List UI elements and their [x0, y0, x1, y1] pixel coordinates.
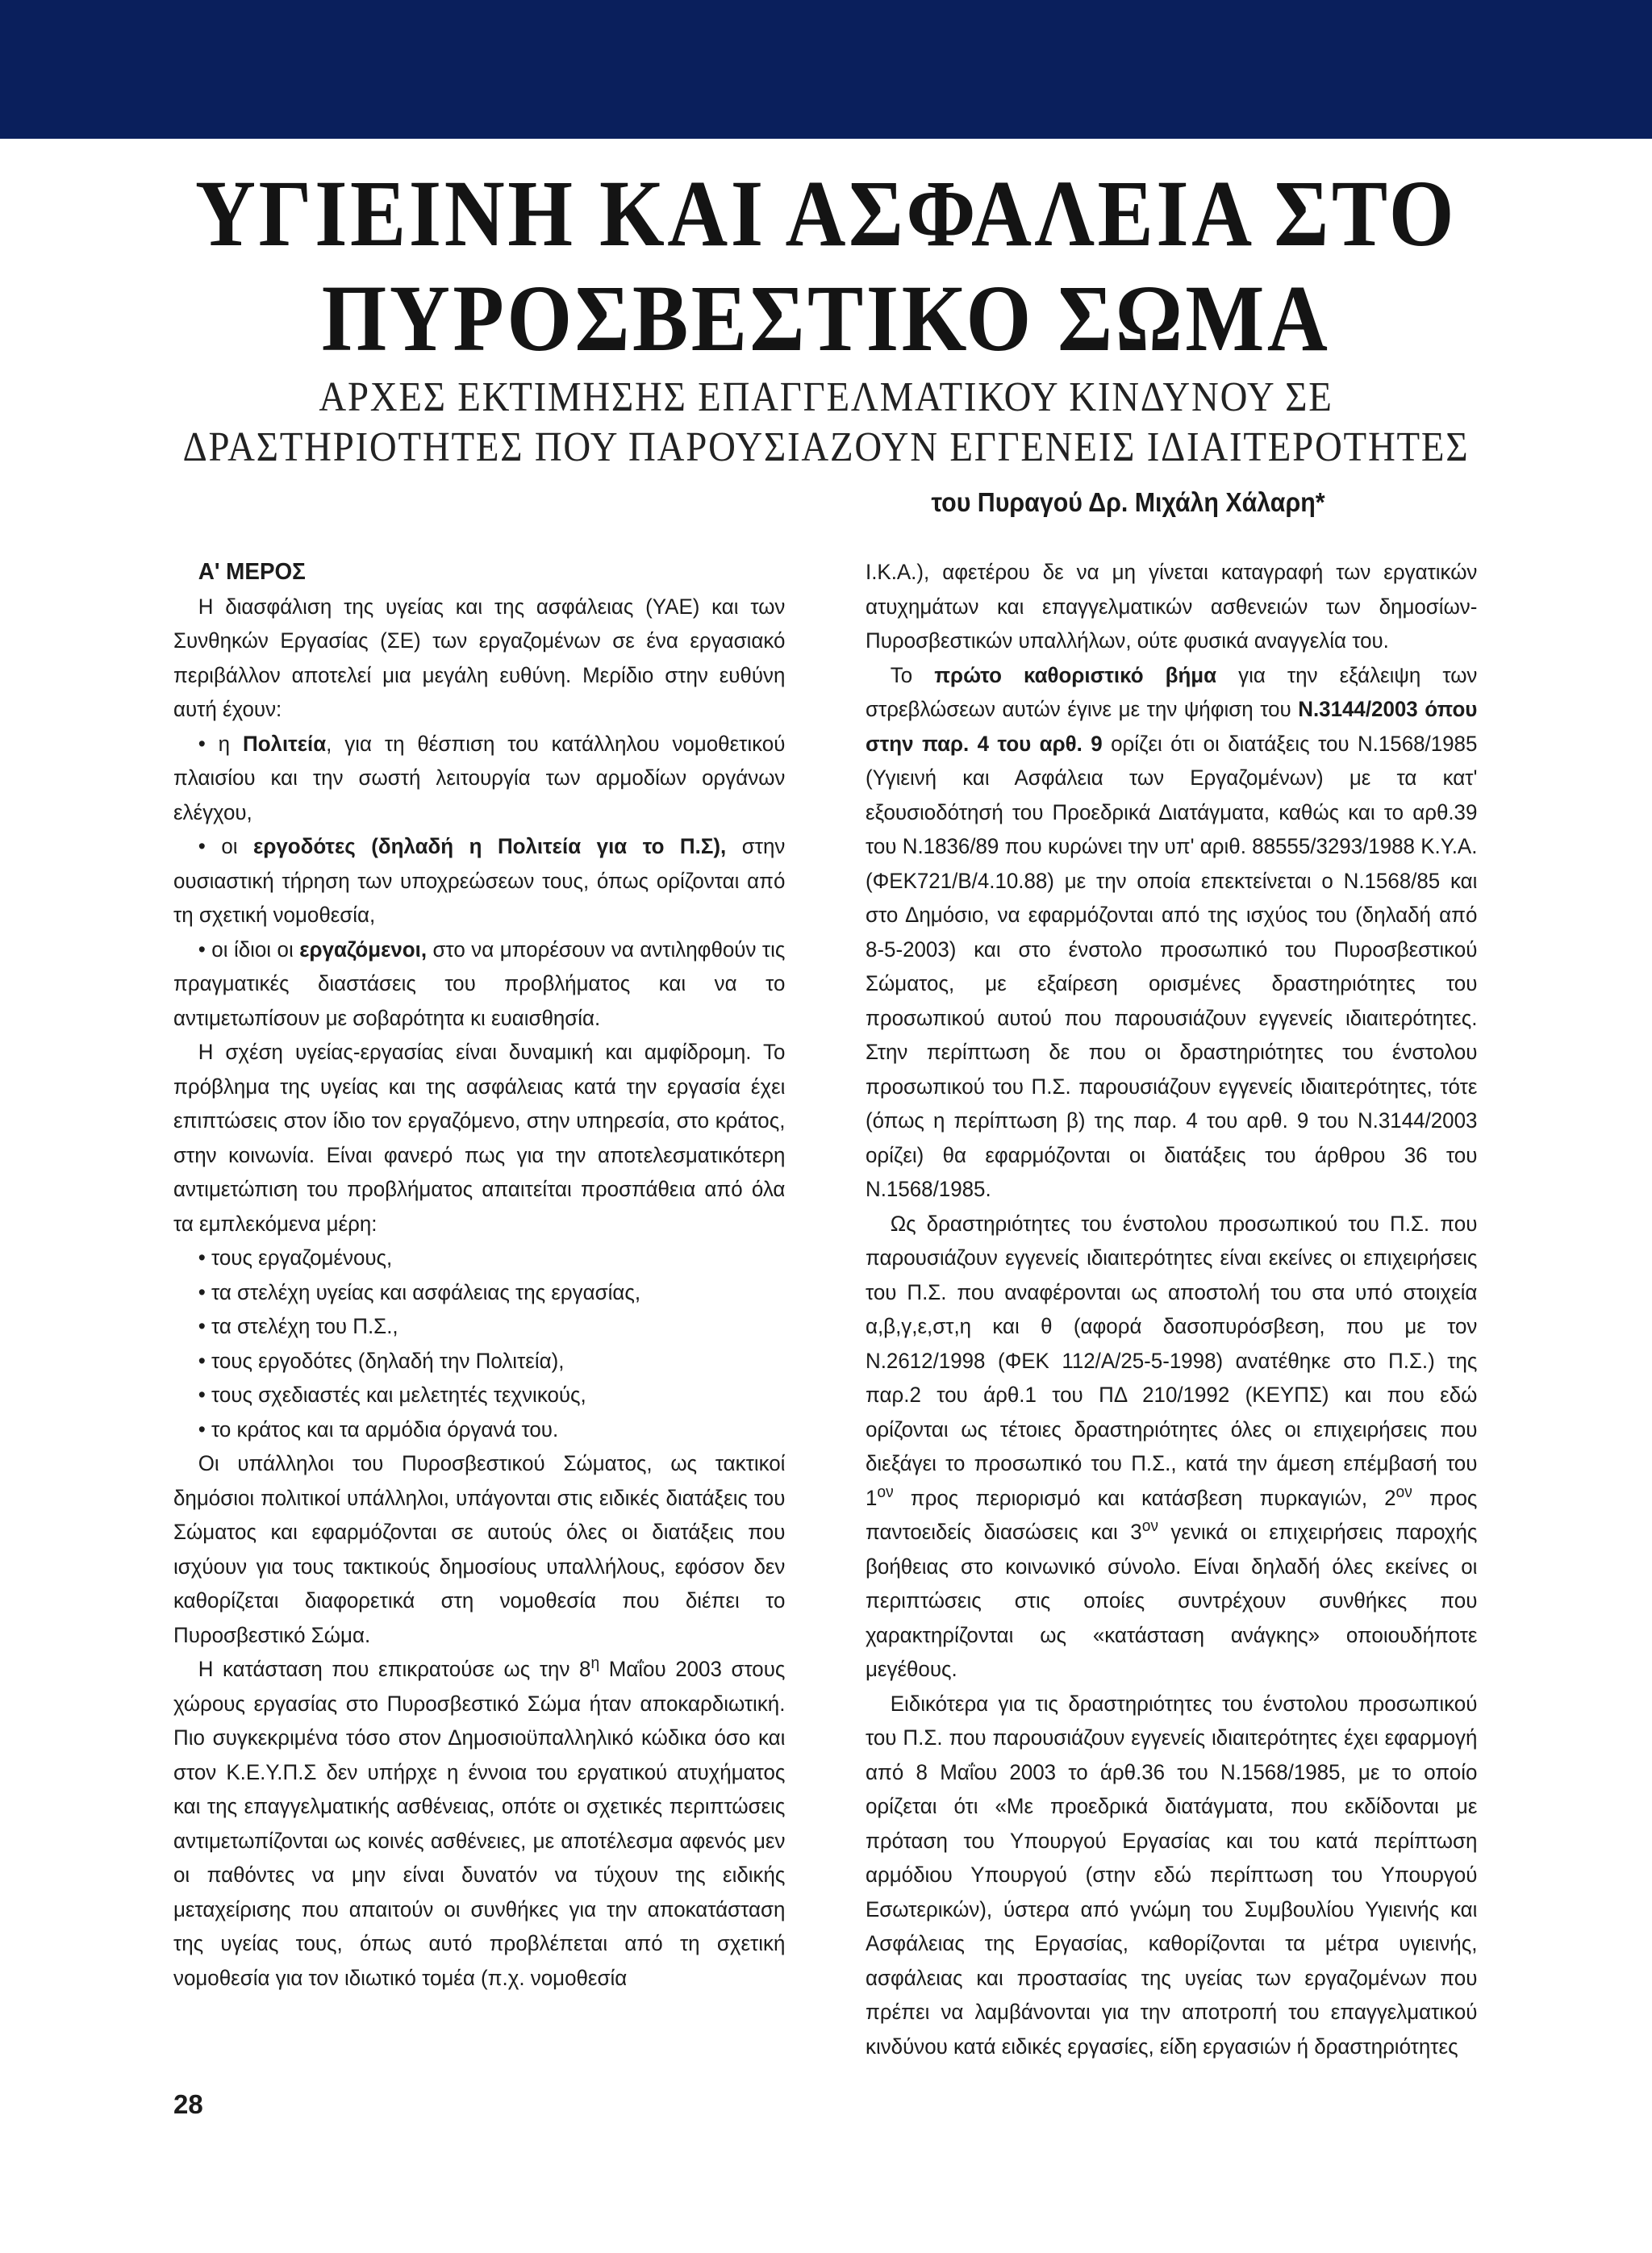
article-subtitle — [82, 373, 1569, 473]
bullet-item: • οι ίδιοι οι εργαζόμενοι, στο να μπορέσουν να αντιληφθούν τις πραγματικές διαστάσεις του προβλήματος και να το αντιμετωπίσουν με σοβαρότητα κι ευαισθησία. — [173, 937, 786, 1030]
header-band — [0, 0, 1652, 139]
paragraph: Ι.Κ.Α.), αφετέρου δε να μη γίνεται καταγραφή των εργατικών ατυχημάτων και επαγγελματικών ασθενειών των δημοσίων-Πυροσβεστικών υπαλλήλων, ούτε φυσικά αναγγελία του. — [866, 560, 1478, 653]
section-heading: Α' ΜΕΡΟΣ — [198, 559, 306, 585]
subtitle-line-2: ΔΡΑΣΤΗΡΙΟΤΗΤΕΣ ΠΟΥ ΠΑΡΟΥΣΙΑΖΟΥΝ ΕΓΓΕΝΕΙΣ ΙΔΙΑΙΤΕΡΟΤΗΤΕΣ — [182, 424, 1470, 470]
text-column-right — [866, 555, 1477, 2063]
paragraph: Ειδικότερα για τις δραστηριότητες του ένστολου προσωπικού του Π.Σ. που παρουσιάζουν εγγενείς ιδιαιτερότητες έχει εφαρμογή από 8 Μαΐου 2003 το άρθ.36 του Ν.1568/1985, με το οποίο ορίζεται ότι «Με προεδρικά διατάγματα, που εκδίδονται με πρόταση του Υπουργού Εργασίας και του κατά περίπτωση αρμόδιου Υπουργού (στην εδώ περίπτωση του Υπουργού Εσωτερικών), ύστερα από γνώμη του Συμβουλίου Υγιεινής και Ασφάλειας της Εργασίας, καθορίζονται τα μέτρα υγιεινής, ασφάλειας και προστασίας της υγείας των εργαζομένων που πρέπει να λαμβάνονται για την αποτροπή του επαγγελματικού κινδύνου κατά ειδικές εργασίες, είδη εργασιών ή δραστηριότητες — [866, 1691, 1478, 2059]
author-byline: του Πυραγού Δρ. Μιχάλη Χάλαρη* — [931, 487, 1325, 517]
article-title — [99, 161, 1553, 371]
bullet-item: • η Πολιτεία, για τη θέσπιση του κατάλληλου νομοθετικού πλαισίου και την σωστή λειτουργία των αρμοδίων οργάνων ελέγχου, — [173, 731, 786, 824]
list-item: • τα στελέχη του Π.Σ., — [198, 1314, 398, 1338]
list-item: • το κράτος και τα αρμόδια όργανά του. — [198, 1416, 559, 1442]
list-item: • τους σχεδιαστές και μελετητές τεχνικούς, — [198, 1383, 586, 1407]
title-line-1: ΥΓΙΕΙΝΗ ΚΑΙ ΑΣΦΑΛΕΙΑ ΣΤΟ — [194, 161, 1458, 266]
list-item: • τους εργοδότες (δηλαδή την Πολιτεία), — [198, 1348, 565, 1373]
paragraph: Ως δραστηριότητες του ένστολου προσωπικού του Π.Σ. που παρουσιάζουν εγγενείς ιδιαιτερότητες είναι εκείνες οι επιχειρήσεις του Π.Σ. που αναφέρονται ως αποστολή του στα υπό στοιχεία α,β,γ,ε,στ,η και θ (αφορά δασοπυρόσβεση, που με τον Ν.2612/1998 (ΦΕΚ 112/Α/25-5-1998) ανατέθηκε στο Π.Σ.) της παρ.2 του άρθ.1 του ΠΔ 210/1992 (ΚΕΥΠΣ) και που εδώ ορίζονται ως τέτοιες δραστηριότητες όλες οι επιχειρήσεις που διεξάγει το προσωπικό του Π.Σ., κατά την άμεση επέμβασή του $1^{o\nu}$ προς περιορισμό και κατάσβεση πυρκαγιών, $2^{o\nu}$ προς παντοειδείς διασώσεις και $3^{o\nu}$ γενικά οι επιχειρήσεις παροχής βοήθειας στο κοινωνικό σύνολο. Είναι δηλαδή όλες εκείνες οι περιπτώσεις στις οποίες συντρέχουν συνθήκες που χαρακτηρίζονται ως «κατάσταση ανάγκης» οποιουδήποτε μεγέθους. — [866, 1211, 1478, 1681]
subtitle-line-1: ΑΡΧΕΣ ΕΚΤΙΜΗΣΗΣ ΕΠΑΓΓΕΛΜΑΤΙΚΟΥ ΚΙΝΔΥΝΟΥ ΣΕ — [319, 374, 1333, 420]
paragraph: Οι υπάλληλοι του Πυροσβεστικού Σώματος, ως τακτικοί δημόσιοι πολιτικοί υπάλληλοι, υπάγονται στις ειδικές διατάξεις του Σώματος και εφαρμόζονται σε αυτούς όλες οι διατάξεις που ισχύουν για τους τακτικούς δημοσίους υπαλλήλους, εφόσον δεν καθορίζεται διαφορετικά στη νομοθεσία που διέπει το Πυροσβεστικό Σώμα. — [173, 1451, 786, 1647]
paragraph: Η κατάσταση που επικρατούσε ως την $8^\eta$ Μαΐου 2003 στους χώρους εργασίας στο Πυροσβεστικό Σώμα ήταν αποκαρδιωτική. Πιο συγκεκριμένα τόσο στον Δημοσιοϋπαλληλικό κώδικα όσο και στον Κ.Ε.Υ.Π.Σ δεν υπήρχε η έννοια του εργατικού ατυχήματος και της επαγγελματικής ασθένειας, οπότε οι σχετικές περιπτώσεις αντιμετωπίζονται ως κοινές ασθένειες, με αποτέλεσμα αφενός μεν οι παθόντες να μην είναι δυνατόν να τύχουν της ειδικής μεταχείρισης που απαιτούν οι συνθήκες για την αποκατάσταση της υγείας τους, όπως αυτό προβλέπεται από τη σχετική νομοθεσία για τον ιδιωτικό τομέα (π.χ. νομοθεσία — [173, 1654, 786, 1990]
title-line-2: ΠΥΡΟΣΒΕΣΤΙΚΟ ΣΩΜΑ — [321, 265, 1331, 371]
list-item: • τα στελέχη υγείας και ασφάλειας της εργασίας, — [198, 1279, 641, 1304]
paragraph: Η σχέση υγείας-εργασίας είναι δυναμική και αμφίδρομη. Το πρόβλημα της υγείας και της ασφάλειας κατά την εργασία έχει επιπτώσεις στον ίδιο τον εργαζόμενο, στην υπηρεσία, στο κράτος, στην κοινωνία. Είναι φανερό πως για την αποτελεσματικότερη αντιμετώπιση του προβλήματος απαιτείται προσπάθεια από όλα τα εμπλεκόμενα μέρη: — [173, 1040, 786, 1236]
page-number: 28 — [173, 2089, 203, 2119]
bullet-item: • οι εργοδότες (δηλαδή η Πολιτεία για το Π.Σ), στην ουσιαστική τήρηση των υποχρεώσεων τους, όπως ορίζονται από τη σχετική νομοθεσία, — [173, 834, 786, 927]
paragraph: Το πρώτο καθοριστικό βήμα για την εξάλειψη των στρεβλώσεων αυτών έγινε με την ψήφιση του Ν.3144/2003 όπου στην παρ. 4 του αρθ. 9 ορίζει ότι οι διατάξεις του Ν.1568/1985 (Υγιεινή και Ασφάλεια των Εργαζομένων) με τα κατ' εξουσιοδότησή του Προεδρικά Διατάγματα, καθώς και το αρθ.39 του Ν.1836/89 που κυρώνει την υπ' αριθ. 88555/3293/1988 Κ.Υ.Α. (ΦΕΚ721/Β/4.10.88) με την οποία επεκτείνεται ο Ν.1568/85 και στο Δημόσιο, να εφαρμόζονται από της ισχύος του (δηλαδή από 8-5-2003) και στο ένστολο προσωπικό του Πυροσβεστικού Σώματος, με εξαίρεση ορισμένες δραστηριότητες του προσωπικού αυτού που παρουσιάζουν εγγενείς ιδιαιτερότητες. Στην περίπτωση δε που οι δραστηριότητες του ένστολου προσωπικού του Π.Σ. παρουσιάζουν εγγενείς ιδιαιτερότητες, τότε (όπως η περίπτωση β) της παρ. 4 του αρθ. 9 του Ν.3144/2003 ορίζει) θα εφαρμόζονται οι διατάξεις του άρθρου 36 του Ν.1568/1985. — [866, 662, 1478, 1201]
text-column-left — [173, 555, 785, 1995]
list-item: • τους εργαζομένους, — [198, 1245, 393, 1270]
paragraph: Η διασφάλιση της υγείας και της ασφάλειας (ΥΑΕ) και των Συνθηκών Εργασίας (ΣΕ) των εργαζομένων σε ένα εργασιακό περιβάλλον αποτελεί μια μεγάλη ευθύνη. Μερίδιο στην ευθύνη αυτή έχουν: — [173, 594, 786, 721]
